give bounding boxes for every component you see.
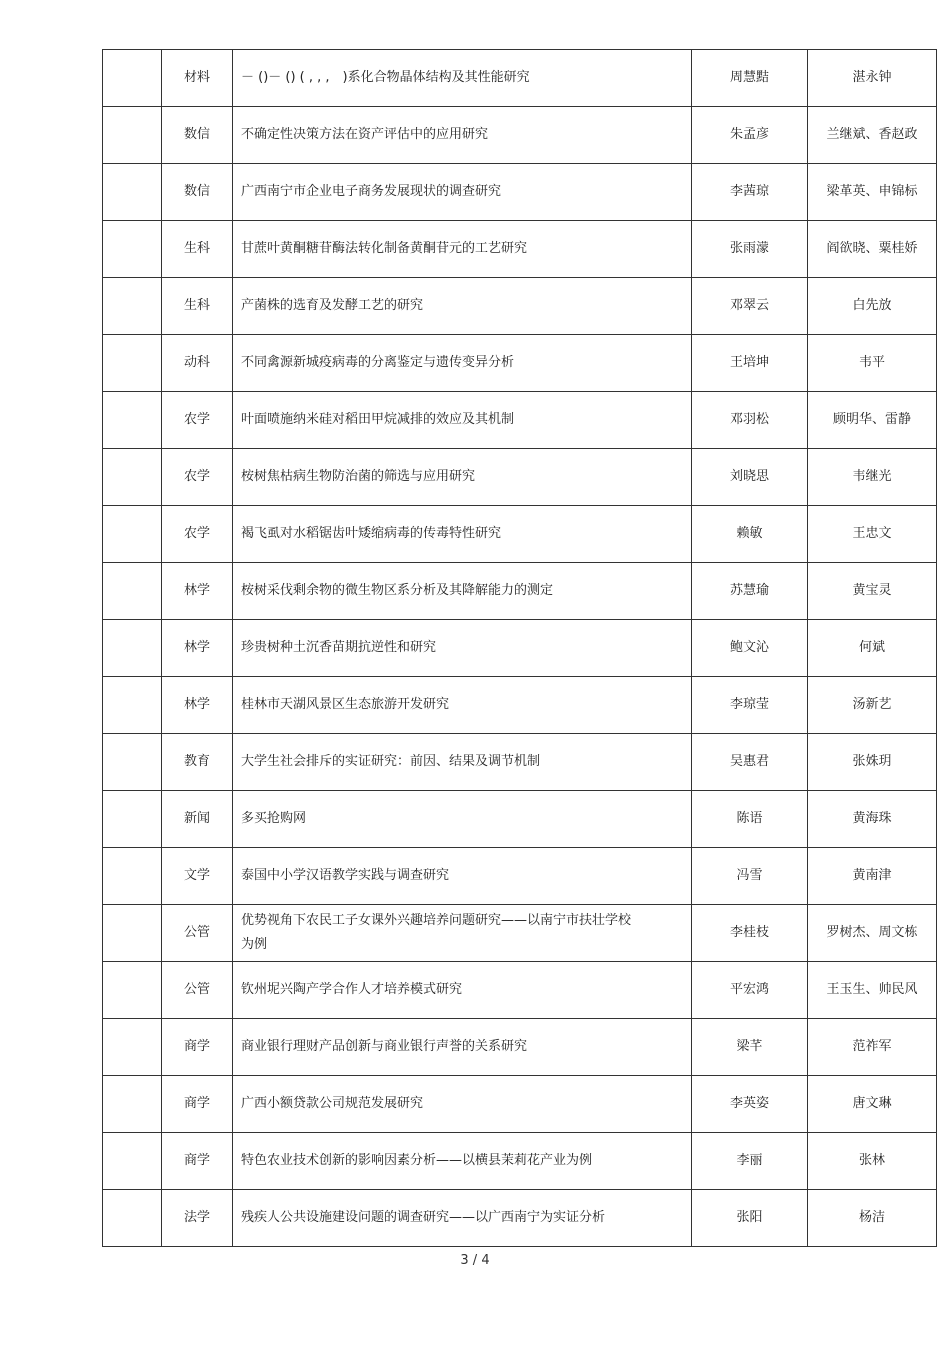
department-cell: 材料 bbox=[162, 50, 233, 107]
project-title-cell: 桉树焦枯病生物防治菌的筛选与应用研究 bbox=[233, 449, 692, 506]
index-cell bbox=[103, 677, 162, 734]
project-title-cell: 特色农业技术创新的影响因素分析——以横县茉莉花产业为例 bbox=[233, 1133, 692, 1190]
table-row bbox=[103, 791, 937, 848]
student-cell: 苏慧瑜 bbox=[692, 563, 808, 620]
department-cell: 林学 bbox=[162, 563, 233, 620]
index-cell bbox=[103, 848, 162, 905]
department-cell: 教育 bbox=[162, 734, 233, 791]
student-cell: 陈语 bbox=[692, 791, 808, 848]
project-title-cell: 广西小额贷款公司规范发展研究 bbox=[233, 1076, 692, 1133]
advisor-cell: 范祚军 bbox=[808, 1019, 937, 1076]
table-row bbox=[103, 848, 937, 905]
project-title-cell: 不确定性决策方法在资产评估中的应用研究 bbox=[233, 107, 692, 164]
department-cell: 生科 bbox=[162, 278, 233, 335]
table-row bbox=[103, 221, 937, 278]
page-number: 3 / 4 bbox=[460, 1253, 490, 1268]
student-cell: 平宏鸿 bbox=[692, 962, 808, 1019]
index-cell bbox=[103, 392, 162, 449]
student-cell: 鲍文沁 bbox=[692, 620, 808, 677]
table-row bbox=[103, 278, 937, 335]
projects-table bbox=[102, 49, 937, 1247]
advisor-cell: 阎欲晓、粟桂娇 bbox=[808, 221, 937, 278]
department-cell: 动科 bbox=[162, 335, 233, 392]
index-cell bbox=[103, 335, 162, 392]
index-cell bbox=[103, 164, 162, 221]
project-title-cell: 多买抢购网 bbox=[233, 791, 692, 848]
project-title-cell: 桉树采伐剩余物的微生物区系分析及其降解能力的测定 bbox=[233, 563, 692, 620]
student-cell: 周慧黠 bbox=[692, 50, 808, 107]
index-cell bbox=[103, 506, 162, 563]
student-cell: 李琼莹 bbox=[692, 677, 808, 734]
index-cell bbox=[103, 1133, 162, 1190]
department-cell: 文学 bbox=[162, 848, 233, 905]
index-cell bbox=[103, 107, 162, 164]
index-cell bbox=[103, 563, 162, 620]
student-cell: 李茜琼 bbox=[692, 164, 808, 221]
project-title-cell: 桂林市天湖风景区生态旅游开发研究 bbox=[233, 677, 692, 734]
project-title-cell: 泰国中小学汉语教学实践与调查研究 bbox=[233, 848, 692, 905]
advisor-cell: 湛永钟 bbox=[808, 50, 937, 107]
advisor-cell: 杨洁 bbox=[808, 1190, 937, 1247]
project-title-cell: 褐飞虱对水稻锯齿叶矮缩病毒的传毒特性研究 bbox=[233, 506, 692, 563]
advisor-cell: 韦平 bbox=[808, 335, 937, 392]
department-cell: 公管 bbox=[162, 905, 233, 962]
department-cell: 林学 bbox=[162, 677, 233, 734]
table-row bbox=[103, 1019, 937, 1076]
department-cell: 数信 bbox=[162, 164, 233, 221]
project-title-cell: 钦州坭兴陶产学合作人才培养模式研究 bbox=[233, 962, 692, 1019]
department-cell: 农学 bbox=[162, 506, 233, 563]
advisor-cell: 白先放 bbox=[808, 278, 937, 335]
table-row bbox=[103, 164, 937, 221]
student-cell: 张雨濛 bbox=[692, 221, 808, 278]
index-cell bbox=[103, 1019, 162, 1076]
project-title-cell: 珍贵树种土沉香苗期抗逆性和研究 bbox=[233, 620, 692, 677]
project-title-cell: 广西南宁市企业电子商务发展现状的调查研究 bbox=[233, 164, 692, 221]
department-cell: 生科 bbox=[162, 221, 233, 278]
advisor-cell: 何斌 bbox=[808, 620, 937, 677]
student-cell: 邓翠云 bbox=[692, 278, 808, 335]
table-row bbox=[103, 620, 937, 677]
department-cell: 商学 bbox=[162, 1076, 233, 1133]
student-cell: 王培坤 bbox=[692, 335, 808, 392]
department-cell: 农学 bbox=[162, 392, 233, 449]
table-row bbox=[103, 677, 937, 734]
index-cell bbox=[103, 962, 162, 1019]
advisor-cell: 王忠文 bbox=[808, 506, 937, 563]
table-row bbox=[103, 449, 937, 506]
index-cell bbox=[103, 905, 162, 962]
index-cell bbox=[103, 278, 162, 335]
index-cell bbox=[103, 1190, 162, 1247]
student-cell: 冯雪 bbox=[692, 848, 808, 905]
advisor-cell: 黄海珠 bbox=[808, 791, 937, 848]
department-cell: 法学 bbox=[162, 1190, 233, 1247]
advisor-cell: 韦继光 bbox=[808, 449, 937, 506]
project-title-cell: 产菌株的选育及发酵工艺的研究 bbox=[233, 278, 692, 335]
advisor-cell: 梁革英、申锦标 bbox=[808, 164, 937, 221]
department-cell: 商学 bbox=[162, 1019, 233, 1076]
department-cell: 公管 bbox=[162, 962, 233, 1019]
department-cell: 数信 bbox=[162, 107, 233, 164]
student-cell: 李英姿 bbox=[692, 1076, 808, 1133]
index-cell bbox=[103, 221, 162, 278]
advisor-cell: 唐文琳 bbox=[808, 1076, 937, 1133]
student-cell: 吴惠君 bbox=[692, 734, 808, 791]
advisor-cell: 张林 bbox=[808, 1133, 937, 1190]
project-title-cell: 甘蔗叶黄酮糖苷酶法转化制备黄酮苷元的工艺研究 bbox=[233, 221, 692, 278]
advisor-cell: 兰继斌、香赵政 bbox=[808, 107, 937, 164]
index-cell bbox=[103, 449, 162, 506]
project-title-cell: 大学生社会排斥的实证研究：前因、结果及调节机制 bbox=[233, 734, 692, 791]
student-cell: 刘晓思 bbox=[692, 449, 808, 506]
project-title-cell: 优势视角下农民工子女课外兴趣培养问题研究——以南宁市扶壮学校为例 bbox=[233, 905, 692, 962]
department-cell: 商学 bbox=[162, 1133, 233, 1190]
advisor-cell: 顾明华、雷静 bbox=[808, 392, 937, 449]
table-row bbox=[103, 1133, 937, 1190]
student-cell: 朱孟彦 bbox=[692, 107, 808, 164]
index-cell bbox=[103, 620, 162, 677]
table-row bbox=[103, 1076, 937, 1133]
student-cell: 李丽 bbox=[692, 1133, 808, 1190]
index-cell bbox=[103, 734, 162, 791]
student-cell: 梁芊 bbox=[692, 1019, 808, 1076]
department-cell: 农学 bbox=[162, 449, 233, 506]
table-row bbox=[103, 392, 937, 449]
student-cell: 邓羽松 bbox=[692, 392, 808, 449]
index-cell bbox=[103, 791, 162, 848]
student-cell: 李桂枝 bbox=[692, 905, 808, 962]
advisor-cell: 黄宝灵 bbox=[808, 563, 937, 620]
project-title-cell: 商业银行理财产品创新与商业银行声誉的关系研究 bbox=[233, 1019, 692, 1076]
department-cell: 新闻 bbox=[162, 791, 233, 848]
table-row bbox=[103, 962, 937, 1019]
table-row bbox=[103, 335, 937, 392]
advisor-cell: 张姝玥 bbox=[808, 734, 937, 791]
student-cell: 赖敏 bbox=[692, 506, 808, 563]
index-cell bbox=[103, 1076, 162, 1133]
index-cell bbox=[103, 50, 162, 107]
table-row bbox=[103, 506, 937, 563]
table-row bbox=[103, 1190, 937, 1247]
project-title-cell: 叶面喷施纳米硅对稻田甲烷减排的效应及其机制 bbox=[233, 392, 692, 449]
advisor-cell: 罗树杰、周文栋 bbox=[808, 905, 937, 962]
table-row bbox=[103, 107, 937, 164]
table-row bbox=[103, 734, 937, 791]
table-row bbox=[103, 905, 937, 962]
project-title-cell: － ()－ () ( , , , )系化合物晶体结构及其性能研究 bbox=[233, 50, 692, 107]
project-title-cell: 残疾人公共设施建设问题的调查研究——以广西南宁为实证分析 bbox=[233, 1190, 692, 1247]
advisor-cell: 王玉生、帅民风 bbox=[808, 962, 937, 1019]
project-title-cell: 不同禽源新城疫病毒的分离鉴定与遗传变异分析 bbox=[233, 335, 692, 392]
department-cell: 林学 bbox=[162, 620, 233, 677]
student-cell: 张阳 bbox=[692, 1190, 808, 1247]
advisor-cell: 汤新艺 bbox=[808, 677, 937, 734]
table-row bbox=[103, 50, 937, 107]
table-row bbox=[103, 563, 937, 620]
advisor-cell: 黄南津 bbox=[808, 848, 937, 905]
